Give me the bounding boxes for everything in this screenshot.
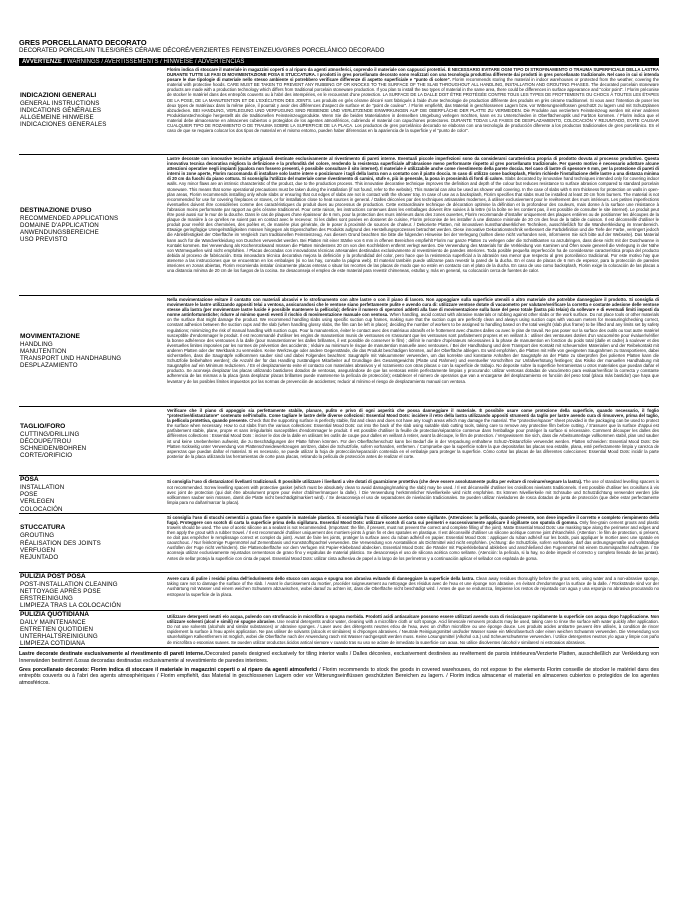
section-label	[19, 476, 167, 514]
footer-note-2	[19, 667, 659, 686]
section-subtitle: GROUTING	[20, 532, 55, 540]
section-text-bold: Utilizzare detergenti neutri e/o acqua, pulendo con strofinaccio in microfibra o spugna morbida. Prodotti acidi antiacalcare possono essere utilizzati avendo cura di risciacquare rapidamente la superficie con acqua dopo l'applicazione. Non utilizzare solventi (alcol e simili) né spugne abrasive.	[167, 614, 659, 625]
section-body	[167, 155, 659, 296]
section-body	[167, 572, 659, 610]
section-subtitle: ANWENDUNGSBEREICHE	[20, 229, 99, 236]
footer-note-2-text: / Florim recommends to stock the goods in covered warehouses, do not expose to the elements Florim conseille de stocker le matériel dans des entrepôts couverts ou à l'abri des agents atmosphériques / Florim empfiehlt, das Material in geschlossenen Lagern oder vor Witterungseinflüssen geschützten Bereichen zu lagern. / Florim indica almacenar el material en almacenes cubiertos o protegidos de los agentes atmosféricos.	[19, 667, 659, 686]
section-label	[19, 296, 167, 407]
document-title: GRES PORCELLANATO DECORATO	[19, 38, 147, 47]
section-row	[19, 407, 659, 476]
footer-note-1	[19, 651, 659, 664]
section-subtitle: RÉALISATION DES JOINTS	[20, 539, 101, 547]
section-subtitle: MANUTENTION	[20, 347, 67, 355]
section-text	[167, 67, 659, 153]
section-text	[167, 614, 659, 644]
section-text	[167, 156, 659, 294]
section-row	[19, 296, 659, 407]
section-text-regular: Slabs decorated by innovative hand techniques intended only for covering indoor walls. Any minor flaws are an intrinsic characteristic of the product, due to the production process. This innovative decorative technique improves the definition and depth of the colour but reduces resistance to surface abrasion compared to standard porcelain stoneware. This means that some operational precautions must be taken during the installation (if not found, refer to the website). This material can also be used as shower wall covering. In the case of slabs with 6 mm thickness for protection on walls in open-plan areas, Florim recommends installing only whole slabs or ensuring that cut edges of slabs are not in contact with the shower tray. In case of use as a backsplash, Florim specifies that slabs must be installed at least 20 cm from burners. The material is not recommended for use for covering fireplaces or stoves, or for installation close to heat sources in general. / Dalles décorées par des techniques artisanales modernes, à utiliser exclusivement pour le revêtement des murs intérieurs. Les petites imperfections éventuelles doivent être considérées comme des caractéristiques du produit dues au processus de production. Cette extraordinaire technique de décoration optimise la définition et la profondeur des couleurs, mais donne à la surface une résistance à l'abrasion moins performante par rapport au grès cérame traditionnel. Pour cette raison, les instructions contenues dans les emballages doivent être suivies à la lettre (si la boîte ne les contient pas, il est possible de consulter le site internet). Le produit peut être posé aussi sur le mur de la douche. Dans le cas de plaques d'une épaisseur de 6 mm, pour la protection des murs intérieurs dans des zones ouvertes, Florim recommande d'installer uniquement des plaques entières ou de positionner les découpes de la plaque de manière à ce qu'elles ne soient pas en contact avec le receveur. Si les dalles sont posées en dosseret de cuisine, Florim préconise de les installer à une distance minimale de 20 cm des feux de la table de cuisson. Il est déconseillé d'utiliser le produit pour revêtir des cheminées, des poêles et, de manière plus générale, de le poser à proximité de sources de chaleur. / Dekorierte Platten, mit innovativen kunsthandwerklichen Techniken, ausschließlich für die Wandverkleidung im Innenbereich. Etwaige geringfügige Unregelmäßigkeiten müssen hingegen als Eigenschaften des Produkts aufgrund des Herstellungsprozesses betrachtet werden. Diese innovative Dekorationstechnik verbessert die Farbdefinition und die Tiefe der Farbe, verringert jedoch die Abriebfestigkeit der Oberfläche im Vergleich zum traditionellen Feinsteinzeug. Aus diesem Grund beachten Sie bitte die folgenden Hinweise bei der Verlegung (sollten diese nicht vorhanden sein, informieren Sie sich bitte auf der Webseite). Das Material kann auch für die Wandverkleidung von Duschen verwendet werden. Bei Platten mit einer Stärke von 6 mm in offenen Bereichen empfiehlt Florim nur ganze Platten zu verlegen oder die Schnittkanten so anzubringen, dass diese nicht mit der Duschwanne in Kontakt kommen. Bei Verwendung als Küchenrückwand müssen die Platten mindestens 20 cm von den Kochfeldern entfernt verlegt werden. Die Verwendung des Materials für die Verkleidung von Kaminen und Öfen sowie generell die Verlegung in der Nähe von Wärmequellen wird nicht empfohlen. / Placas decoradas con innovadoras técnicas artesanales destinadas exclusivamente al revestimiento de paredes interiores. Toda posible pequeña imperfección ha de considerarse característica propia del producto debida al proceso de fabricación. Esta innovadora técnica decorativa mejora la definición y la profundidad del color, pero hace que la resistencia superficial a la abrasión sea menor que respecto al gres porcelánico tradicional. Por este motivo hay que atenerse a las instrucciones que se encuentran en los embalajes (si no las hay, consulte la página web). El material también puede utilizarse para revestir la pared de la ducha. En el caso de placas de 6 mm de espesor, para la protección de paredes interiores en zonas abiertas, Florim recomienda instalar únicamente placas enteras o situar los recortes de las placas de modo que no estén en contacto con el plato de la ducha. En caso de uso como backsplash, Florim exige la colocación de las placas a una distancia mínima de 20 cm de los fuegos de la cocina. Se desaconseja el empleo de este material para revestir chimeneas, estufas y, más en general, su colocación cerca de fuentes de calor.	[167, 176, 659, 274]
section-text-regular: Florim recommends storing the material in indoor warehouses or protected from the weather, covering the material with protective hoods. CARE MUST BE TAKEN TO PREVENT ANY RUBBING OF OR KNOCKS TO THE SURFACE OF THE SLAB THROUGHOUT ALL HANDLING, INSTALLATION AND GROUTING PHASES. The decorated porcelain stoneware products are made with a production technology which differs from traditional porcelain stoneware production. If you plan to install the two types of material in the same area, there could be differences in surface appearance and "color point". / Florim préconise de stocker le matériel dans des entrepôts couverts ou à l'abri des intempéries, en le recouvrant d'une protection. LA SURFACE DE LA DALLE DOIT ÊTRE PROTÉGÉE CONTRE TOUS LES TYPES DE FROTTEMENTS OU CHOCS À TOUTES LES ÉTAPES DE LA POSE, DE LA MANUTENTION ET DE L'EXÉCUTION DES JOINTS. Les produits en grès cérame décoré sont fabriqués à l'aide d'une technologie de production différente des produits en grès cérame traditionnel. Si vous avez l'intention de poser les deux types de matériaux dans la même pièce, il pourrait y avoir des différences d'aspect de surface et de "point de couleur". / Florim empfiehlt, das Material in geschlossenen Lagern bzw. vor Witterungseinflüssen geschützt zu lagern und mit Schutzplanen abzudecken. BEI HANDLING, VERLEGUNG UND VERFUGUNG SIND REIBENDE UND VERLETZENDE EINWIRKUNGEN AUF DIE OBERFLÄCHE DER PLATTE ZU VERMEIDEN. Die Produkte aus verziertem Feinsteinzeug werden mit einer anderen Produktionstechnologie hergestellt als die traditionellen Feinsteinzeugprodukte. Wenn Sie die beiden Materialarten in demselben Umgebung verlegen möchten, kann es zu Unterschieden in Oberflächenoptik und Farbton kommen. / Florim indica que el material debe almacenarse en almacenes cubiertos o protegidos de los agentes atmosféricos, cubriendo el material con capuchones protectores. DURANTE TODAS LAS FASES DE DESPLAZAMIENTO, COLOCACIÓN Y REJUNTADO, EVITE CAUSAR CUALQUIER TIPO DE ROZAMIENTO O DE TRAUMA SOBRE LA SUPERFICIE DE LA PLACA. Los productos de gres porcelánico decorado se elaboran con una tecnología de producción diferente a los productos tradicionales de gres porcelánico. En el caso de que se requiera colocar los dos tipos de material en el mismo entorno, pueden haber diferencias en la apariencia de la superficie y el "punto de color".	[167, 77, 659, 134]
section-label	[19, 407, 167, 476]
section-body	[167, 66, 659, 155]
section-subtitle: UNTERHALTSREINIGUNG	[20, 633, 98, 641]
section-subtitle: GENERAL INSTRUCTIONS	[20, 99, 100, 107]
section-text-bold: Lastre decorate con innovative tecniche artigianali destinate esclusivamente al rivestimento di pareti interne. Eventuali piccole imperfezioni sono da considerarsi caratteristica propria di prodotto dovuta al processo produttivo. Questa innovativa tecnica decorativa migliora la definizione e la profondità del colore, rendendo la resistenza superficiale all'abrasione meno performante rispetto al gres porcellanato tradizionale. Per questo motivo è necessario adottare alcune attenzioni operative negli impianti (qualora non fossero presenti, è possibile consultare il sito internet). Il materiale è utilizzabile anche come rivestimento della parete doccia. Nel caso di lastre di spessore 6 mm, per la protezione di pareti di interni in zone aperte, Florim raccomanda di installare solo lastre intere o posizionare i tagli della lastra non a contatto con il piatto doccia. In caso di utilizzo come backsplash, Florim richiede l'installazione delle lastre a una distanza minima di 20 cm da fuochi da piano cottura. Si sconsiglia l'utilizzo del materiale come rivestimento di camini, stufe e, più in generale, la posa in prossimità di fonti di calore.	[167, 156, 659, 182]
section-subtitle: USO PREVISTO	[20, 236, 68, 244]
section-text	[167, 408, 659, 474]
section-subtitle: INSTALLATION	[20, 484, 65, 491]
section-text	[167, 479, 659, 509]
section-row	[19, 513, 659, 572]
section-text-bold: Si consiglia l'uso di stucchi cementizi a grana fine e spatole in materiale plastico. Si sconsiglia l'uso di silicone acetico come sigillante. (Attenzione: la pellicola, quando presente, non deve impedire il corretto e completo riempimento della fuga). Proteggere con scotch di carta la superficie prima della sigillatura. Essential Mood Dots: utilizzare scotch di carta sui perimetri e successivamente applicare il sigillante con spatola di gomma.	[167, 514, 659, 525]
section-subtitle: LIMPIEZA COTIDIANA	[20, 640, 86, 648]
section-title: TAGLIO/FORO	[20, 422, 66, 430]
section-row	[19, 66, 659, 155]
instructions-table	[19, 66, 659, 648]
section-label	[19, 155, 167, 296]
section-text-regular: Clean away residues thoroughly before the grout sets, using water and a non-abrasive sponge, taking care not to damage the surface of the slab. / Avant le durcissement du mortier, procéder soigneusement au nettoyage des résidus avec de l'eau et une éponge non abrasive, en évitant d'endommager la surface de la dalle. / Rückstände sind vor der Aushärtung mit Wasser und einem weichen Schwamm abzuwischen, wobei darauf zu achten ist, dass die Oberfläche nicht beschädigt wird. / Antes de que se endurezca, limpiense los restos de rejuntado con agua y una esponja no abrasiva procurando no estropear la superficie de la placa.	[167, 576, 659, 597]
section-subtitle: DÉCOUPE/TROU	[20, 437, 72, 445]
section-text-bold: Avere cura di pulire i residui prima dell'indurimento dello stucco con acqua e spugna non abrasiva evitando di danneggiare la superficie della lastra.	[167, 576, 475, 582]
warnings-bar-rest: / WARNINGS / AVERTISSEMENTS / HINWEISE / ADVERTENCIAS	[61, 59, 245, 65]
document-subtitle: DECORATED PORCELAIN TILES/GRÈS CÉRAME DÉCORÉ/VERZIERTES FEINSTEINZEUG/GRES PORCELÁNICO DECORADO	[19, 47, 385, 54]
section-subtitle: HANDLING	[20, 340, 53, 348]
section-body	[167, 407, 659, 476]
section-title: MOVIMENTAZIONE	[20, 332, 80, 340]
section-text-bold: Nella movimentazione evitare il contatto con materiali abrasivi e lo strofinamento con altre lastre o con il piano di lavoro. Non appoggiare sulla superficie utensili o altro materiale che potrebbe danneggiare il prodotto. Si consiglia di movimentare le lastre utilizzando appositi telai a ventosa, assicurandosi che le ventose siano perfettamente pulite e avendo cura di: utilizzare ventose dotate di vacuometro per valutare/verificare la corretta e costante adesione delle ventose stesse alla lastra (per movimentare lastre lucide è possibile mantenere la pellicola); definire il numero di operatori addetti alla fase di movimentazione sulla base del peso totale (lastra più telaio) da sollevare e di eventuali limiti imposti da norme antinfortunistiche; ridurre al minimo questi eventi il rischio di movimentazione manuale con ventosa.	[167, 297, 659, 318]
section-text-regular: Check that the supporting surface is perfectly stable, flat and clean and does not have any rough areas which may damage the material. The "protective/spacer" sheet provided in the packaging can be used to protect the surface when necessary. How to cut slabs from the various collections: Essential Mood Dots: cut into the back of the slab using suitable slab cutting tools, taking care to remove any protective film before cutting. / S'assurer que la surface d'appui est parfaitement stable, plane, propre et sans irrégularités susceptibles d'endommager le produit. Il est possible d'utiliser la feuille de protection/séparatrice contenue dans l'emballage pour protéger la surface si nécessaire. Comment découper les dalles des différentes collections : Essential Mood Dots : inciser le dos de la dalle en utilisant les outils de coupe pour dalles en veillant à retirer, avant la découpe, le film de protection. / Vergewissern Sie sich, dass die Arbeitsunterlage vollkommen stabil, plan und sauber ist und keine Unebenheiten aufweist, die zu Beschädigungen der Platte führen könnten. Für den Oberflächenschutz kann bei Bedarf die in der Verpackung enthaltene Schutz-/Distanzfolie verwendet werden. Platten schneiden: Essential Mood Dots: Die Platten rückseitig unter Verwendung von Plattenschneidewerkzeugen anritzen, dabei die Schutzfolie, sofern vorhanden, entfernen. / Compruebe que la superficie sobre la que depositarlas las placas sea estable, plana, esté perfectamente limpia y carezca de asperezas que puedan dañar el material. Si es necesario, se puede utilizar la hoja de protección/separación contenida en el embalaje para proteger la superficie. Cómo cortar las placas de las diferentes colecciones: Essential Mood Dots: incidir la parte posterior de la placa utilizando las herramientas de corte para placas, retirando la película de protección antes de realizar el corte.	[167, 418, 659, 459]
section-subtitle: POST-INSTALLATION CLEANING	[20, 580, 118, 588]
section-body	[167, 476, 659, 514]
section-subtitle: INDICATIONS GÉNÉRALES	[20, 106, 102, 114]
section-subtitle: VERLEGEN	[20, 498, 55, 506]
section-label	[19, 572, 167, 610]
section-subtitle: DESPLAZAMIENTO	[20, 362, 78, 370]
section-row	[19, 572, 659, 610]
section-body	[167, 296, 659, 407]
section-text	[167, 576, 659, 606]
section-label	[19, 66, 167, 155]
footer-note-2-bold: Gres porcellanato decorato: Florim indica di stoccare il materiale in magazzini coperti o al riparo da agenti atmosferici	[19, 667, 318, 674]
footer-note-1-text: /Decorated panels designed exclusively for tiling interior walls / Dalles décorées, exclusivement destinées au revêtement de parois intérieures/Verzierte Platten, ausschließlich zur Verkleidung von Innenwänden bestimmt /Losas decoradas destinadas exclusivamente al revestimiento de paredes interiores.	[19, 651, 659, 664]
section-label	[19, 513, 167, 572]
section-subtitle: ERSTREINIGUNG	[20, 595, 73, 603]
section-subtitle: VERFUGEN	[20, 546, 56, 554]
section-subtitle: LIMPIEZA TRAS LA COLOCACIÓN	[20, 602, 121, 610]
section-subtitle: CUTTING/DRILLING	[20, 430, 80, 438]
section-title: STUCCATURA	[20, 524, 66, 532]
footer-note-1-bold: Lastre decorate destinate esclusivamente al rivestimento di pareti interne.	[19, 651, 205, 658]
section-subtitle: ENTRETIEN QUOTIDIEN	[20, 625, 94, 633]
section-body	[167, 610, 659, 648]
section-subtitle: CORTE/ORIFICIO	[20, 452, 73, 460]
section-row	[19, 476, 659, 514]
section-text-bold: Verificare che il piano di appoggio sia perfettamente stabile, planare, pulito e privo di ogni asperità che possa danneggiare il materiale. È possibile usare come protezione della superficie, quando necessario, il foglio "protective/distanziatore" contenuto nell'imballo. Come tagliare le lastre delle diverse collezioni: Essential Mood Dots: incidere il retro della lastra utilizzando appositi strumenti da taglio per lastre avendo cura di rimuovere, prima del taglio, la pellicola protettiva, quando presente.	[167, 408, 659, 424]
section-row	[19, 610, 659, 648]
section-text	[167, 515, 659, 571]
section-text	[167, 297, 659, 405]
section-subtitle: RECOMMENDED APPLICATIONS	[20, 214, 119, 222]
section-subtitle: ALLGEMEINE HINWEISE	[20, 114, 94, 121]
section-title: PULIZIA QUOTIDIANA	[20, 610, 89, 618]
section-title: DESTINAZIONE D'USO	[20, 206, 92, 214]
section-text-regular: Use neutral detergents and/or water, cleaning with a microfibre cloth or soft sponge. Acid limescale removers products may be used, taking care to rinse the surface with water quickly after application. Do not use solvents (alcohols and similar substances) or abrasive sponges. / Laver avec des détergents neutres et/ou de l'eau, avec un chiffon microfibre ou une éponge douce. Les produits acides antitartre peuvent être utilisés, à condition de rincer rapidement la surface à l'eau après application. Ne pas utiliser de solvants (alcools et similaires) ni d'éponges abrasives. / Neutrale Reinigungsmittel und/oder Wasser sowie ein Mikrofasertuch oder einen weichen Schwamm verwenden. Die Verwendung von säurehaltigen Kalkentfernern ist möglich, wobei die Oberfläche nach der Anwendung rasch mit Wasser nachgespült werden muss. Keine Lösungsmittel (Alkohol o.ä.) und Scheuerschwämme verwenden. / Utilice detergentes neutros y/o agua y limpie con paño de microfibra o esponjas suaves. Se pueden utilizar productos ácidos antical siempre y cuando tras su uso se aclare de inmediato la superficie con agua. No utilice disolventes (alcohol y similares) ni estropajos abrasivos.	[167, 619, 659, 645]
section-subtitle: REJUNTADO	[20, 554, 59, 562]
section-label	[19, 610, 167, 648]
warnings-bar-bold: AVVERTENZE	[22, 59, 62, 65]
section-text-regular: Only fine-grain cement grouts and plastic trowels should be used. The use of acetic silicone as a sealant is not recommended. (Important: the film, if present, must not prevent the correct and complete filling of the joint). Matte Essential Mood Dots: use masking tape along the perimeter and edges and then apply the grout with a rubber trowel. / Il est recommandé d'utiliser uniquement des mortiers-joints à grain fin et des spatules en plastique. Il est déconseillé d'utiliser un silicone acétique comme joint d'étanchéité. (Attention : le film de protection, si présent, ne doit pas empêcher le remplissage correct et complet du joint). Avant de faire les joints, protéger la surface avec du ruban adhésif en papier. Essential Mood Dots : appliquer du ruban adhésif sur les bords, puis appliquer le mortier avec une spatule en caoutchouc. / Nur feinkörnige Fugenmörtel auf Zementbasis und Kunststoffspachtel verwenden. Die Verwendung von Acetatsilikon als Dichtmittel wird nicht empfohlen. (Achtung: die Schutzfolie, sofern vorhanden, darf das ordnungsgemäße und vollständige Ausfüllen der Fuge nicht verhindern). Die Plattenoberfläche vor dem Verfugen mit Papier-Klebeband abdecken. Essential Mood Dots: die Ränder mit Papierklebeband abkleben und anschließend den Fugenmörtel mit einem Gummispachtel auftragen. / Se aconseja utilizar exclusivamente rejuntados cementosos de grano fino y espátulas de material plástico. Se desaconseja el uso de silicona acética como sellante. (Atención: la película, si la hay, no debe impedir el correcto y completo llenado de las juntas). Antes de sellar proteja la superficie con cinta de papel. Essential Mood Dots: utilizar cinta adhesiva de papel a lo largo de los perímetros y a continuación aplicar el sellador con espátula de goma.	[167, 519, 659, 561]
warnings-bar	[19, 58, 659, 66]
section-text-bold: Si consiglia l'uso di distanziatori livellanti tradizionali. È possibile utilizzare i livellanti a vite dotati di guarnizione protettiva (che deve essere assolutamente pulita per evitare di rovinare/segnare la lastra).	[167, 479, 583, 485]
section-title: POSA	[20, 476, 39, 483]
section-subtitle: INDICACIONES GENERALES	[20, 121, 107, 129]
section-subtitle: TRANSPORT UND HANDHABUNG	[20, 355, 122, 362]
section-title: PULIZIA POST POSA	[20, 572, 86, 580]
section-subtitle: SCHNEIDEN/BOHREN	[20, 445, 87, 452]
section-text-bold: Florim indica di stoccare il materiale in magazzini coperti o al riparo da agenti atmosferici, coprendo il materiale con cappucci protettivi. È NECESSARIO EVITARE OGNI TIPO DI STROFINAMENTO O TRAUMA SUPERFICIALE DELLA LASTRA DURANTE TUTTE LE FASI DI MOVIMENTAZIONE POSA E STUCCATURA. I prodotti in gres porcellanato decorato sono realizzati con una tecnologia produttiva differente dai prodotti in gres porcellanato tradizionale. Nel caso in cui si intenda posare le due tipologie di materiale nello stesso ambiente si potrebbero verificare differenze di aspetto superficiale e "punto di colore".	[167, 67, 659, 83]
section-subtitle: DOMAINE D'APPLICATION	[20, 221, 99, 229]
section-subtitle: DAILY MAINTENANCE	[20, 618, 86, 626]
section-body	[167, 513, 659, 572]
section-text-regular: When handling, avoid contact with abrasive materials or rubbing against other slabs or the work surface. Do not place tools or other materials on the surface that might damage the product. We recommend handling slabs using specific suction cup frames, making sure that the suction cups are perfectly clean and always using suction cups with vacuum meters for measuring/checking correct, constant adhesion between the suction cups and the slab (when handling glossy slabs, the film can be left in place); deciding the number of workers to be assigned to handling based on the total weight (slab plus frame) to be lifted and any limits set by safety regulations; minimizing the risk of manual handling with suction cups. Pour la manutention, éviter le contact avec des matériaux abrasifs et le frottement avec d'autres dalles ou avec le plan de travail. Ne pas poser sur la surface des outils ou tout autre matériel susceptible d'endommager le produit. Il est recommandé d'utiliser les engins de manutention munis de ventouses en s'assurant que les ventouses sont parfaitement propres et en veillant à : utiliser des ventouses dotées d'un vacuomètre pour évaluer/vérifier la bonne adhérence des ventouses à la dalle (pour manutentionner les dalles brillantes, il est possible de conserver le film) ; définir le nombre d'opérateurs nécessaires à la phase de manutention en fonction du poids total (dalle et cadre) à soulever et des éventuelles limites imposées par les normes de prévention des accidents ; réduire au minimum le risque de manutention manuelle avec ventouses. / Bei der Handhabung und dem Transport den Kontakt mit scheuernden Materialien und der Reibekontakt mit anderen Platten oder der Werkbank zu vermeiden. Keine Werkzeuge oder andere Gegenstände, die das Produkt beschädigen könnten, auf der Oberfläche ablegen. Es wird empfohlen, die Platten mit Hilfe von geeigneten Saugrahmen zu transportieren, dabei sicherstellen, dass die Saugnäpfe vollkommen sauber sind und dabei Folgendes beachten: Saugnäpfe mit Vakuummeter verwenden, um das korrekte und konstante Anhaften der Saugnäpfe an der Platte zu überprüfen (bei polierten Platten kann die Schutzfolie beibehalten werden); die Anzahl der für das Handling zuständigen Mitarbeiter auf Grundlage des Gesamtgewichts (Platte und Rahmen) und eventueller Vorschriften zur Unfallverhütung festlegen; das Risiko der manuellen Handhabung mit Saugnäpfen auf ein Minimum reduzieren. / En el desplazamiento evite el contacto con materiales abrasivos y el rozamiento con otras placas o con la superficie de trabajo. No deposite sobre la superficie herramientas u otros materiales que puedan dañar el producto. Se aconseja desplazar las placas utilizando bastidores dotados de ventosas, asegurándose de que las ventosas estén perfectamente limpias y procurando: utilizar ventosas dotadas de vacuómetro para evaluar/verificar la correcta y constante adherencia de las mismas a la placa (para desplazar placas brillantes puede mantenerse la película de protección); establecer el número de operarios que van a encargarse del desplazamiento en función del peso total (placa más bastidor) que haya que levantar y de los posibles límites impuestos por las normas de prevención de accidentes; reducir al mínimo el riesgo de desplazamiento manual con ventosa.	[167, 312, 659, 384]
section-subtitle: COLOCACIÓN	[20, 505, 63, 513]
document-page	[19, 0, 659, 686]
section-title: INDICAZIONI GENERALI	[20, 91, 97, 99]
section-subtitle: NETTOYAGE APRÈS POSE	[20, 588, 101, 596]
section-row	[19, 155, 659, 296]
section-subtitle: POSE	[20, 491, 38, 499]
section-text-regular: The use of standard levelling spacers is not recommended. Screw levelling spacers with protective gasket (which must be absolutely clean to avoid damaging/marking the slab) may be used. / Il est déconseillé d'utiliser les croisillons nivelants traditionnels. Il est possible d'utiliser les croisillons à vis avec joint de protection (qui doit être absolument propre pour éviter d'abîmer/marquer la dalle). / Die Verwendung herkömmlicher Nivellierkeile wird nicht empfohlen. Es können Nivellierkeile mit Schraube und Schutzdichtung verwendet werden (die vollkommen sauber sein müssen, damit die Platte nicht beschädigt/markiert wird). / Se desaconseja el uso de separadores de nivelación tradicionales. Se pueden utilizar niveladores de rosca dotados de junta de protección (que debe estar perfectamente limpia para no dañar/marcar la placa).	[167, 479, 659, 505]
